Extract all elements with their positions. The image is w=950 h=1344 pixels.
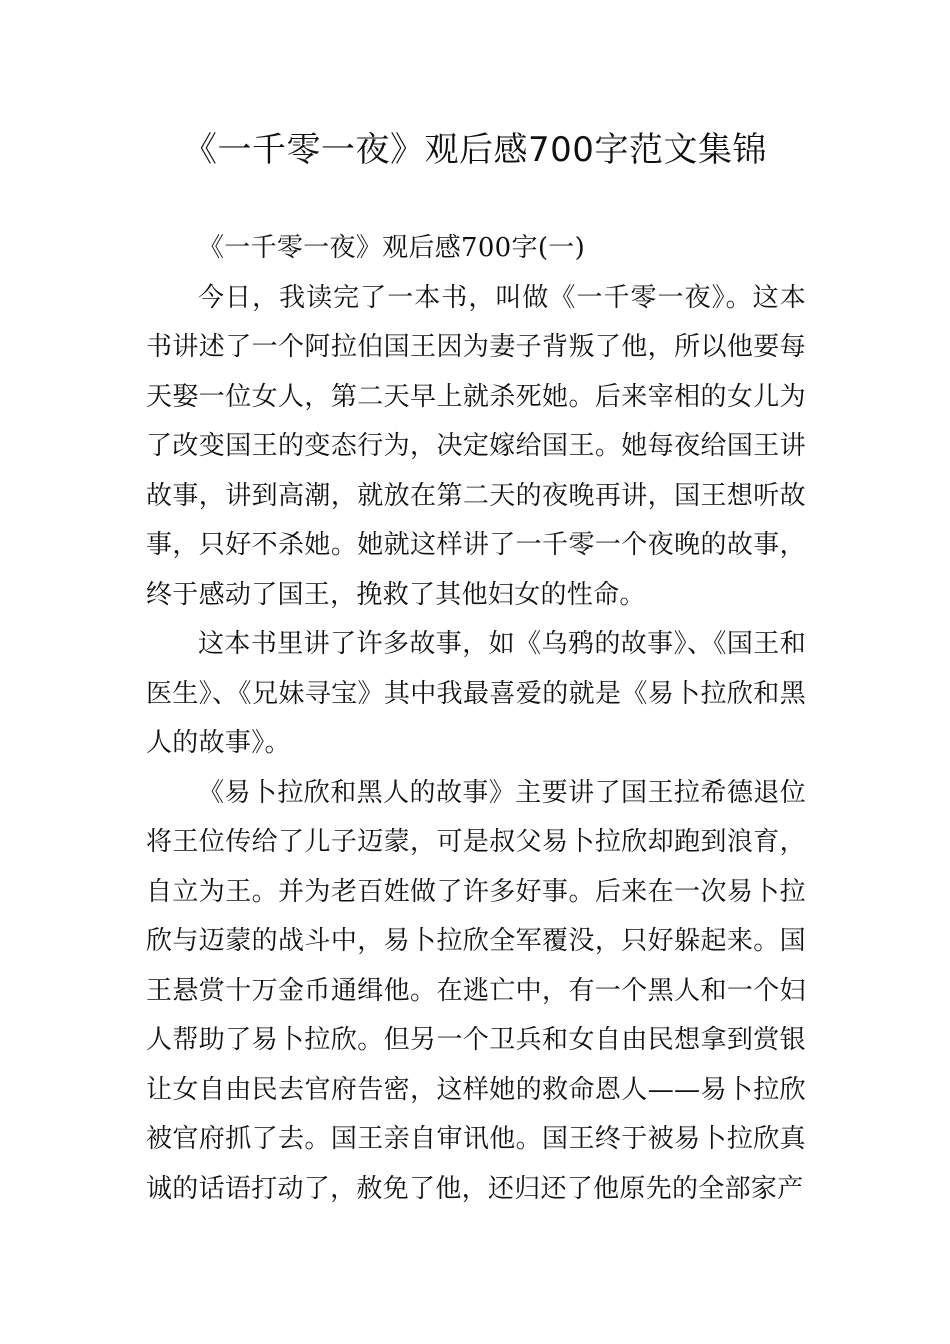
paragraph-1: 今日，我读完了一本书，叫做《一千零一夜》。这本书讲述了一个阿拉伯国王因为妻子背叛了他，所以他要每天娶一位女人，第二天早上就杀死她。后来宰相的女儿为了改变国王的变态行为，决定嫁给国王。她每夜给国王讲故事，讲到高潮，就放在第二天的夜晚再讲，国王想听故事，只好不杀她。她就这样讲了一千零一个夜晚的故事，终于感动了国王，挽救了其他妇女的性命。 (146, 282, 806, 610)
paragraph-3: 《易卜拉欣和黑人的故事》主要讲了国王拉希德退位将王位传给了儿子迈蒙，可是叔父易卜拉欣却跑到浪育，自立为王。并为老百姓做了许多好事。后来在一次易卜拉欣与迈蒙的战斗中，易卜拉欣全军覆没，只好躲起来。国王悬赏十万金币通缉他。在逃亡中，有一个黑人和一个妇人帮助了易卜拉欣。但另一个卫兵和女自由民想拿到赏银让女自由民去官府告密，这样她的救命恩人——易卜拉欣被官府抓了去。国王亲自审讯他。国王终于被易卜拉欣真诚的话语打动了，赦免了他，还归还了他原先的全部家产 (146, 777, 806, 1204)
paragraph-2: 这本书里讲了许多故事，如《乌鸦的故事》、《国王和医生》、《兄妹寻宝》其中我最喜爱的就是《易卜拉欣和黑人的故事》。 (146, 629, 806, 758)
section-heading: 《一千零一夜》观后感700字(一) (198, 233, 586, 263)
document-title: 《一千零一夜》观后感700字范文集锦 (183, 130, 767, 170)
document-body (146, 224, 806, 1214)
